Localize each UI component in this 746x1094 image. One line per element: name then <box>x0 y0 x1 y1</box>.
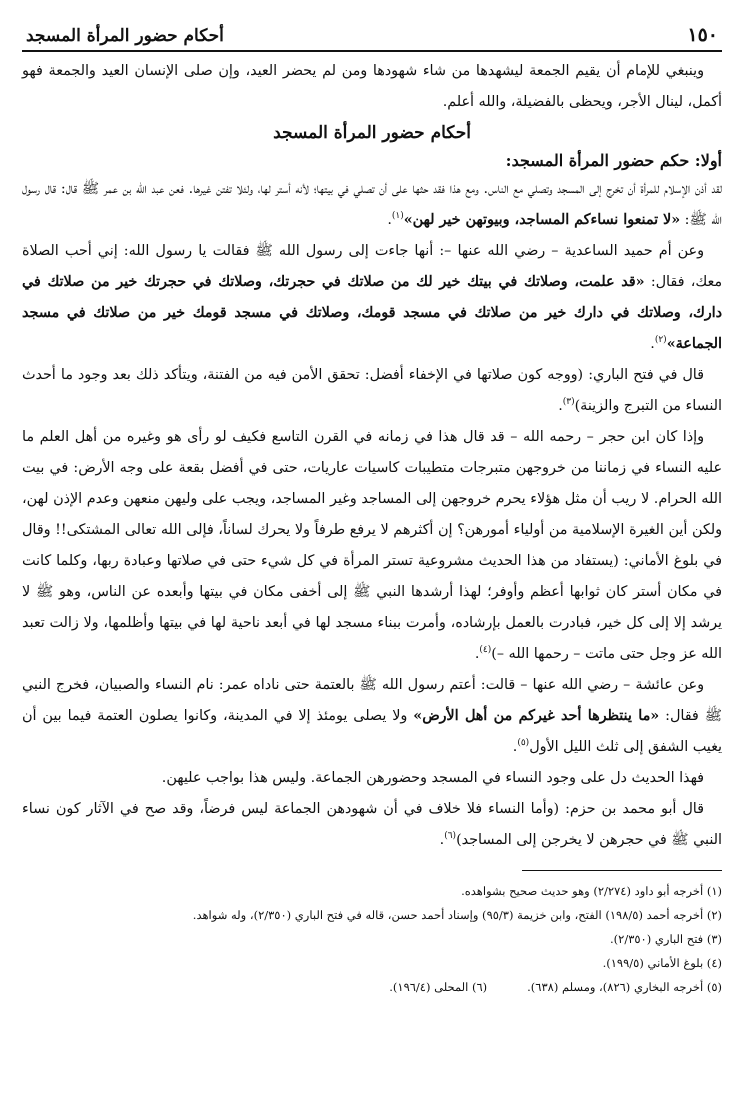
footnote-ref-1: (١) <box>391 211 404 222</box>
footnote-ref-3: (٣) <box>562 397 575 408</box>
paragraph-2-hadith: «قد علمت، وصلاتك في بيتك خير لك من صلاتك في حجرتك، وصلاتك في حجرتك خير من صلاتك في دارك، وصلاتك في دارك خير من صلاتك في مسجد قومك، وصلاتك في مسجد قومك خير من صلاتك في مسجد الجماعة» <box>22 274 722 352</box>
paragraph-6: فهذا الحديث دل على وجود النساء في المسجد وحضورهن الجماعة. وليس هذا بواجب عليهن. <box>161 770 704 786</box>
document-page <box>22 18 722 1078</box>
footnote-4: (٤) بلوغ الأماني (١٩٩/٥). <box>602 956 722 970</box>
paragraph-2-text: وعن أم حميد الساعدية – رضي الله عنها –: أنها جاءت إلى رسول الله ﷺ فقالت يا رسول الله: إني أحب الصلاة معك، فقال: <box>22 243 723 290</box>
running-title: أحكام حضور المرأة المسجد <box>26 26 224 46</box>
page-number: ١٥٠ <box>687 24 718 46</box>
running-header <box>22 18 722 52</box>
footnote-3: (٣) فتح الباري (٢/٣٥٠). <box>610 932 722 946</box>
section-heading: أحكام حضور المرأة المسجد <box>273 123 471 143</box>
paragraph-2: وعن أم حميد الساعدية – رضي الله عنها –: أنها جاءت إلى رسول الله ﷺ فقالت يا رسول الله: إني أحب الصلاة معك، فقال: «قد علمت، وصلاتك في بيتك خير لك من صلاتك في حجرتك، وصلاتك في حجرتك خير من صلاتك في دارك، وصلاتك في دارك خير من صلاتك في مسجد قومك، وصلاتك في مسجد قومك خير من صلاتك في مسجد الجماعة»$^{(٢)}$. <box>22 243 723 352</box>
paragraph-5-text-b: ولا يصلى يومئذ إلا في المدينة، وكانوا يصلون العتمة فيما بين أن يغيب الشفق إلى ثلث الليل الأول <box>22 708 722 755</box>
footnote-ref-2: (٢) <box>654 335 667 346</box>
footnote-2: (٢) أخرجه أحمد (١٩٨/٥) الفتح، وابن خزيمة (٩٥/٣) وإسناد أحمد حسن، قاله في فتح الباري (٢/٣٥٠)، وله شواهد. <box>192 908 722 922</box>
paragraph-4-text: وإذا كان ابن حجر – رحمه الله – قد قال هذا في زمانه في القرن التاسع فكيف لو رأى هو وغيره من أهل العلم ما عليه النساء في زماننا من خروجهن متبرجات متطيبات كاسيات عاريات، حتى في أفضل بقعة على وجه الأرض: في بيت الله الحرام. لا ريب أن مثل هؤلاء يحرم خروجهن إلى المساجد وغير المساجد، ويجب على وليهن منعهن وعدم الإذن لهن، ولكن أين الغيرة الإسلامية من أولياء أمورهن؟ إن أكثرهم لا يرفع طرفاً ولا يحرك لساناً، فإلى الله تعالى المشتكى!! وقال في بلوغ الأماني: (يستفاد من هذا الحديث مشروعية تستر المرأة في كل شيء حتى في صلاتها وعبادة ربها، وكلما كانت في مكان أستر كان ثوابها أعظم وأوفر؛ لهذا أرشدها النبي ﷺ إلى أخفى مكان في بيتها وأبعده عن الناس، وهو ﷺ لا يرشد إلا إلى كل خير، فبادرت بالعمل بإرشاده، وأمرت ببناء مسجد لها في أبعد ناحية لها في بيتها وأظلمها، ولا زالت تعبد الله عز وجل حتى ماتت – رحمها الله –) <box>22 429 722 662</box>
footnote-1: (١) أخرجه أبو داود (٢/٢٧٤) وهو حديث صحيح بشواهده. <box>461 884 722 898</box>
paragraph-4: وإذا كان ابن حجر – رحمه الله – قد قال هذا في زمانه في القرن التاسع فكيف لو رأى هو وغيره من أهل العلم ما عليه النساء في زماننا من خروجهن متبرجات متطيبات كاسيات عاريات، حتى في أفضل بقعة على وجه الأرض: في بيت الله الحرام. لا ريب أن مثل هؤلاء يحرم خروجهن إلى المساجد وغير المساجد، ويجب على وليهن منعهن وعدم الإذن لهن، ولكن أين الغيرة الإسلامية من أولياء أمورهن؟ إن أكثرهم لا يرفع طرفاً ولا يحرك لساناً، فإلى الله تعالى المشتكى!! وقال في بلوغ الأماني: (يستفاد من هذا الحديث مشروعية تستر المرأة في كل شيء حتى في صلاتها وعبادة ربها، وكلما كانت في مكان أستر كان ثوابها أعظم وأوفر؛ لهذا أرشدها النبي ﷺ إلى أخفى مكان في بيتها وأبعده عن الناس، وهو ﷺ لا يرشد إلا إلى كل خير، فبادرت بالعمل بإرشاده، وأمرت ببناء مسجد لها في أبعد ناحية لها في بيتها وأظلمها، ولا زالت تعبد الله عز وجل حتى ماتت – رحمها الله –)$^{(٤)}$. <box>22 429 722 662</box>
footnote-ref-5: (٥) <box>517 738 530 749</box>
footnote-row-5-6 <box>22 975 722 999</box>
paragraph-1-text: لقد أذن الإسلام للمرأة أن تخرج إلى المسجد وتصلي مع الناس. ومع هذا فقد حثها على أن تصلي في بيتها؛ لأنه أستر لها، ولئلا تفتن غيرها. فعن عبد الله بن عمر ﷺ قال: قال رسول الله ﷺ: <box>22 181 722 228</box>
paragraph-1: لقد أذن الإسلام للمرأة أن تخرج إلى المسجد وتصلي مع الناس. ومع هذا فقد حثها على أن تصلي في بيتها؛ لأنه أستر لها، ولئلا تفتن غيرها. فعن عبد الله بن عمر ﷺ قال: قال رسول الله ﷺ: «لا تمنعوا نساءكم المساجد، وبيوتهن خير لهن»$^{(١)}$. <box>22 181 722 228</box>
paragraph-7-text: قال أبو محمد بن حزم: (وأما النساء فلا خلاف في أن شهودهن الجماعة ليس فرضاً، وقد صح في الآثار كون نساء النبي ﷺ في حجرهن لا يخرجن إلى المساجد) <box>22 801 722 848</box>
footnote-ref-4: (٤) <box>479 645 492 656</box>
paragraph-1-hadith: «لا تمنعوا نساءكم المساجد، وبيوتهن خير لهن» <box>403 212 681 228</box>
footnote-ref-6: (٦) <box>444 831 457 842</box>
body-text <box>22 56 722 856</box>
paragraph-3-text: قال في فتح الباري: (ووجه كون صلاتها في الإخفاء أفضل: تحقق الأمن فيه من الفتنة، ويتأكد ذلك بعد وجود ما أحدث النساء من التبرج والزينة) <box>22 367 722 414</box>
footnotes <box>22 879 722 999</box>
paragraph-5-hadith: «ما ينتظرها أحد غيركم من أهل الأرض» <box>413 708 660 724</box>
paragraph-3: قال في فتح الباري: (ووجه كون صلاتها في الإخفاء أفضل: تحقق الأمن فيه من الفتنة، ويتأكد ذلك بعد وجود ما أحدث النساء من التبرج والزينة)$^{(٣)}$. <box>22 367 722 414</box>
section-subheading: أولا: حكم حضور المرأة المسجد: <box>505 151 722 170</box>
paragraph-5: وعن عائشة – رضي الله عنها – قالت: أعتم رسول الله ﷺ بالعتمة حتى ناداه عمر: نام النساء والصبيان، فخرج النبي ﷺ فقال: «ما ينتظرها أحد غيركم من أهل الأرض» ولا يصلى يومئذ إلا في المدينة، وكانوا يصلون العتمة فيما بين أن يغيب الشفق إلى ثلث الليل الأول$^{(٥)}$. <box>22 677 722 755</box>
paragraph-5-text-a: وعن عائشة – رضي الله عنها – قالت: أعتم رسول الله ﷺ بالعتمة حتى ناداه عمر: نام النساء والصبيان، فخرج النبي ﷺ فقال: <box>22 677 722 724</box>
intro-paragraph: وينبغي للإمام أن يقيم الجمعة ليشهدها من شاء شهودها ومن لم يحضر العيد، وإن صلى الإنسان العيد والجمعة فهو أكمل، لينال الأجر، ويحظى بالفضيلة، والله أعلم. <box>22 63 722 110</box>
footnote-5: (٥) أخرجه البخاري (٨٢٦)، ومسلم (٦٣٨). <box>527 980 722 994</box>
paragraph-7: قال أبو محمد بن حزم: (وأما النساء فلا خلاف في أن شهودهن الجماعة ليس فرضاً، وقد صح في الآثار كون نساء النبي ﷺ في حجرهن لا يخرجن إلى المساجد)$^{(٦)}$. <box>22 801 722 848</box>
footnote-divider <box>522 870 722 871</box>
footnote-6: (٦) المحلى (١٩٦/٤). <box>389 980 488 994</box>
